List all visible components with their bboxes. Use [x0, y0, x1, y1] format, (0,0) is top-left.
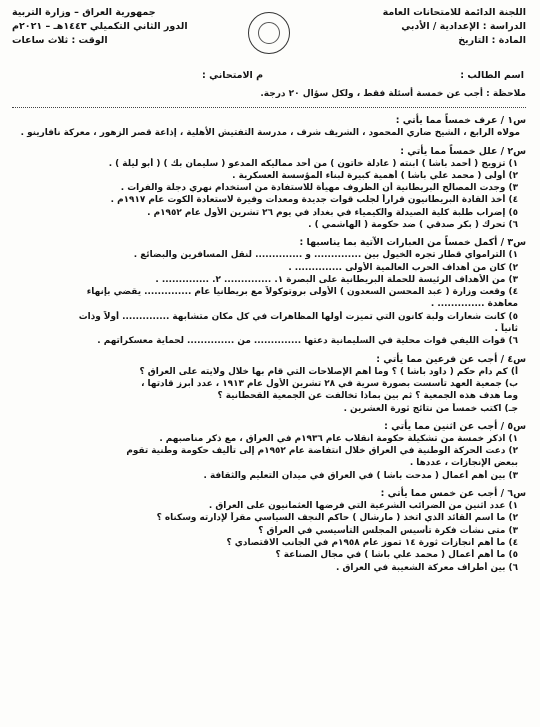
list-item: أ) كم دام حكم ( داود باشا ) ؟ وما أهم الإصلاحات التي قام بها خلال ولايته على العراق ؟ [139, 366, 518, 377]
study-line: الدراسة : الإعدادية / الأدبي [401, 21, 526, 32]
list-item: ٦) بين أطراف معركة الشعيبة في العراق . [336, 562, 518, 573]
list-item: ٤) ما أهم انجازات ثورة ١٤ تموز عام ١٩٥٨م في الجانب الاقتصادي ؟ [226, 537, 518, 548]
list-item: ٢) دعت الحركة الوطنية في العراق خلال انتفاضة عام ١٩٥٢م إلى تأليف حكومة وطنية تقوم [126, 446, 518, 457]
question-4-title: س٤ / أجب عن فرعين مما يأتي : [376, 353, 526, 365]
time-line: الوقت : ثلاث ساعات [12, 35, 108, 46]
question-5 [12, 420, 526, 482]
list-item: ب) جمعية العهد تأسست بصورة سرية في ٢٨ تشرين الأول عام ١٩١٣ ، عدد أبرز قادتها ، [141, 378, 518, 389]
list-item: ٣) من الأهداف الرئيسة للحملة البريطانية على البصرة ١. .............. ٢. .............. . [155, 274, 518, 285]
list-item: ببعض الإنجازات ، عددها . [409, 458, 518, 469]
list-item: ٣) متى نشأت فكرة تأسيس المجلس التأسيسي في العراق ؟ [258, 525, 518, 536]
question-2-title: س٢ / علل خمساً مما يأتي : [400, 145, 526, 157]
committee-block [336, 6, 526, 48]
question-4 [12, 353, 526, 415]
question-1 [12, 114, 526, 140]
question-5-title: س٥ / أجب عن اثنين مما يأتي : [384, 420, 526, 432]
list-item: معاهدة .............. . [430, 299, 518, 310]
committee-line: اللجنة الدائمة للامتحانات العامة [382, 7, 526, 18]
list-item: ٣) بين أهم أعمال ( مدحت باشا ) في العراق في ميدان التعليم والثقافة . [203, 470, 518, 481]
question-3 [12, 236, 526, 347]
list-item: ٢) كان من أهداف الحرب العالمية الأولى .............. . [288, 262, 518, 273]
question-1-title: س١ / عرف خمساً مما يأتي : [395, 115, 526, 126]
exam-header [12, 6, 526, 70]
list-item: وما هدف هذه الجمعية ؟ ثم بين بماذا تخالفت عن الجمعية القحطانية ؟ [217, 391, 518, 402]
list-item: ١) عدد اثنين من الضرائب الشرعية التي فرضها العثمانيون على العراق . [208, 501, 518, 512]
student-name-label: اسم الطالب : [460, 70, 524, 81]
list-item: ثانياً . [494, 324, 518, 335]
list-item: ٥) ما أهم أعمال ( محمد علي باشا ) في مجال الصناعة ؟ [275, 550, 518, 561]
question-2 [12, 145, 526, 232]
list-item: ٦) قوات الليفي قوات محلية في السليمانية دعتها .............. من .............. لحماية معسكراتهم . [97, 336, 518, 347]
list-item: ٢) ما اسم القائد الذي اتخذ ( مارشال ) حاكم النجف السياسي مقراً لإدارته وسكناه ؟ [156, 513, 518, 524]
question-3-title: س٣ / أكمل خمساً من العبارات الآتية بما يناسبها : [299, 237, 526, 249]
list-item: ٤) أخذ القادة البريطانيون قراراً لجلب قوات جديدة ومعدات وفيرة لاستعادة الكوت عام ١٩١٧م . [110, 195, 518, 206]
exam-number-label: م الامتحاني : [202, 70, 264, 81]
exam-note: ملاحظة : أجب عن خمسة أسئلة فقط ، ولكل سؤال ٢٠ درجة. [260, 89, 526, 99]
ministry-seal-icon [248, 12, 290, 54]
list-item: ١) الترامواي قطار تجره الخيول بين .............. و .............. لنقل المسافرين والبضائع . [133, 250, 518, 261]
session-line: الدور الثاني التكميلي ١٤٤٣هـ – ٢٠٢١م [12, 21, 188, 32]
ministry-line: جمهورية العراق – وزارة التربية [12, 7, 156, 18]
question-1-terms: مولاه الرابع ، الشيخ ضاري المحمود ، الشريف شرف ، مدرسة التفتيش الأهلية ، إذاعة قصر الزهور ، معركة نافارينو . [20, 128, 520, 138]
list-item: ٥) إضراب طلبة كلية الصيدلة والكيمياء في بغداد في يوم ٢٦ تشرين الأول عام ١٩٥٢م . [147, 207, 518, 218]
list-item: ٤) وقعت وزارة ( عبد المحسن السعدون ) الأولى بروتوكولاً مع بريطانيا عام .............. يقضي بإنهاء [86, 287, 518, 298]
list-item: ١) اذكر خمسة من تشكيلة حكومة انقلاب عام ١٩٣٦م في العراق ، مع ذكر مناصبهم . [159, 433, 518, 444]
subject-line: المادة : التاريخ [458, 35, 526, 46]
student-info [12, 70, 526, 81]
list-item: ٥) كانت شعارات ولبة كانون التي تميزت أولها المظاهرات في كل مكان متشابهة .............. أولاً وذات [78, 311, 518, 322]
list-item: ١) تزويج ( أحمد باشا ) ابنته ( عادلة خاتون ) من أحد مماليكه المدعو ( سليمان بك ) ( أبو ليلة ) . [108, 158, 518, 169]
list-item: ٢) أولى ( محمد علي باشا ) أهمية كبيرة لبناء المؤسسة العسكرية . [232, 170, 518, 181]
list-item: ٦) تحرك ( بكر صدقي ) ضد حكومة ( الهاشمي ) . [308, 219, 518, 230]
question-6 [12, 487, 526, 574]
question-6-title: س٦ / أجب عن خمس مما يأتي : [380, 488, 526, 500]
list-item: ٣) وجدت المصالح البريطانية أن الظروف مهيأة للاستفادة من استخدام نهري دجلة والفرات . [120, 183, 518, 194]
list-item: جـ) اكتب خمساً من نتائج ثورة العشرين . [343, 403, 518, 414]
divider [12, 107, 526, 108]
ministry-block [12, 6, 202, 48]
